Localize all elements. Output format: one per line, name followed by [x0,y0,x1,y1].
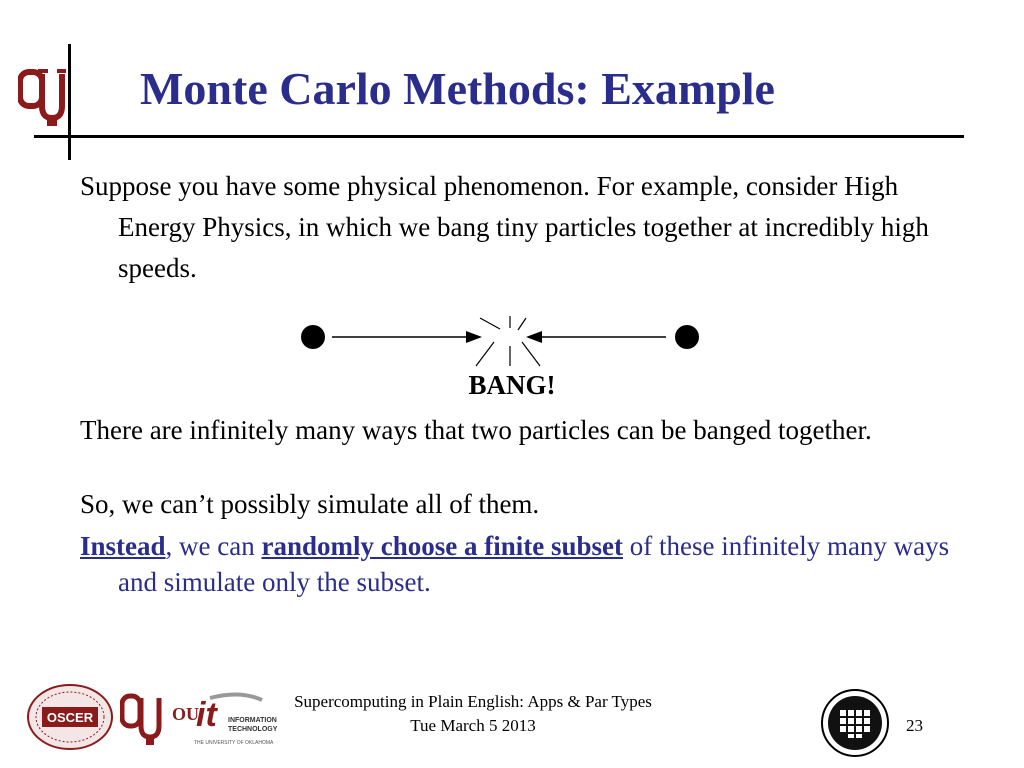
page-number: 23 [906,716,923,735]
it-caption-1: INFORMATION [228,717,277,724]
bang-lines [476,316,540,366]
slide-title: Monte Carlo Methods: Example [140,63,775,114]
paragraph-cannot-simulate: So, we can’t possibly simulate all of them. [80,489,540,519]
it-caption-2: TECHNOLOGY [228,726,278,733]
footer-text [250,690,696,738]
header-vertical-rule [68,44,71,160]
particle-left [301,325,325,349]
supercomputing-seal-logo-icon [820,688,890,758]
ou-footer-logo-icon [120,690,162,748]
footer-date: Tue March 5 2013 [410,716,536,735]
arrow-right-head [526,331,542,343]
it-caption-3: THE UNIVERSITY OF OKLAHOMA [194,740,274,746]
footer-course-title: Supercomputing in Plain English: Apps & Par Types [294,692,652,711]
it-mark: it [196,696,217,734]
it-ou-mark: OU [172,704,199,724]
collision-diagram [290,308,720,378]
bang-label: BANG! [468,370,556,400]
oscer-text: OSCER [46,710,94,725]
paragraph-instead [80,528,978,600]
particle-right [675,325,699,349]
ou-logo-icon [18,66,66,128]
paragraph-intro: Suppose you have some physical phenomenon. For example, consider High Energy Physics, in which we bang tiny particles together at incredibly high speeds. [80,171,929,283]
text-of-these: of these infinitely many ways and simulate only the subset. [118,531,950,597]
link-instead[interactable]: Instead [80,531,166,561]
link-random-subset[interactable]: randomly choose a finite subset [261,531,623,561]
arrow-left-head [466,331,482,343]
paragraph-infinite-ways: There are infinitely many ways that two particles can be banged together. [80,415,872,445]
oscer-seal-logo-icon [26,683,114,751]
header-horizontal-rule [34,135,964,138]
text-we-can: , we can [165,531,262,561]
